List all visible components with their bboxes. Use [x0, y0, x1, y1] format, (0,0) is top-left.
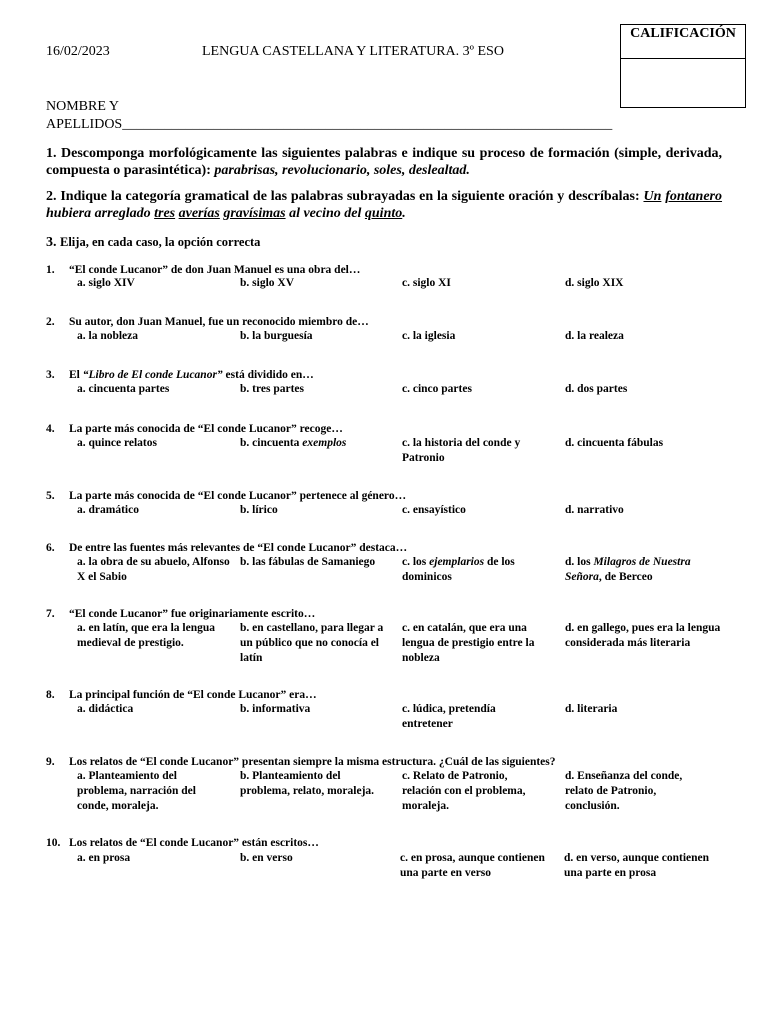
name-label-line1: NOMBRE Y [46, 99, 119, 114]
option-b[interactable]: b. Planteamiento del problema, relato, moraleja. [240, 770, 375, 797]
option-c[interactable]: c. los ejemplarios de los dominicos [402, 556, 515, 583]
item-number: 4. [46, 423, 55, 435]
option-d[interactable]: d. literaria [565, 703, 618, 715]
option-b[interactable]: b. lírico [240, 504, 278, 516]
underlined-word: tres [154, 206, 176, 221]
option-d[interactable]: d. cincuenta fábulas [565, 437, 664, 449]
item-number: 1. [46, 264, 55, 276]
sentence-text: . [402, 206, 406, 221]
item-number: 6. [46, 542, 55, 554]
option-b[interactable]: b. tres partes [240, 383, 304, 395]
item-number: 3. [46, 369, 55, 381]
question-3-text: Elija, en cada caso, la opción correcta [60, 235, 261, 249]
option-b[interactable]: b. las fábulas de Samaniego [240, 556, 376, 568]
name-blank-line: ______________________________________________________________________ [122, 117, 613, 132]
option-a[interactable]: a. cincuenta partes [77, 383, 170, 395]
question-1 [46, 145, 722, 179]
item-number: 5. [46, 490, 55, 502]
item-number: 9. [46, 756, 55, 768]
item-stem: La principal función de “El conde Lucanor” era… [69, 689, 317, 701]
item-number: 2. [46, 316, 55, 328]
option-c[interactable]: c. Relato de Patronio, relación con el problema, moraleja. [402, 770, 526, 812]
option-b[interactable]: b. cincuenta exemplos [240, 437, 347, 449]
option-c[interactable]: c. la iglesia [402, 330, 456, 342]
option-a[interactable]: a. quince relatos [77, 437, 157, 449]
grade-box [620, 24, 746, 108]
exam-subject: LENGUA CASTELLANA Y LITERATURA. 3º ESO [202, 44, 504, 59]
item-stem: La parte más conocida de “El conde Lucanor” pertenece al género… [69, 490, 407, 502]
question-1-text: Descomponga morfológicamente las siguientes palabras e indique su proceso de formación (simple, derivada, compuesta o parasintética): [46, 146, 723, 178]
option-b[interactable]: b. siglo XV [240, 277, 294, 289]
item-stem: La parte más conocida de “El conde Lucanor” recoge… [69, 423, 343, 435]
item-number: 10. [46, 837, 61, 849]
item-stem: “El conde Lucanor” de don Juan Manuel es una obra del… [69, 264, 361, 276]
option-d[interactable]: d. en verso, aunque contienen una parte en prosa [564, 852, 710, 879]
option-c[interactable]: c. ensayístico [402, 504, 466, 516]
option-b[interactable]: b. la burguesía [240, 330, 313, 342]
option-a[interactable]: a. siglo XIV [77, 277, 135, 289]
sentence-text: al vecino del [289, 206, 362, 221]
underlined-word: averías [178, 206, 220, 221]
option-d[interactable]: d. los Milagros de Nuestra Señora, de Berceo [565, 556, 691, 583]
option-b[interactable]: b. informativa [240, 703, 311, 715]
question-2-text: Indique la categoría gramatical de las palabras subrayadas en la siguiente oración y descríbalas: [60, 189, 640, 204]
question-1-number: 1. [46, 146, 57, 161]
option-d[interactable]: d. en gallego, pues era la lengua considerada más literaria [565, 622, 721, 649]
question-3 [46, 235, 260, 251]
option-b[interactable]: b. en verso [240, 852, 293, 864]
option-d[interactable]: d. dos partes [565, 383, 628, 395]
item-stem: De entre las fuentes más relevantes de “El conde Lucanor” destaca… [69, 542, 408, 554]
option-d[interactable]: d. la realeza [565, 330, 624, 342]
question-2-number: 2. [46, 189, 57, 204]
item-stem: Los relatos de “El conde Lucanor” están escritos… [69, 837, 319, 849]
item-stem: “El conde Lucanor” fue originariamente escrito… [69, 608, 316, 620]
option-c[interactable]: c. en catalán, que era una lengua de prestigio entre la nobleza [402, 622, 535, 664]
option-a[interactable]: a. en latín, que era la lengua medieval de prestigio. [77, 622, 216, 649]
question-2 [46, 188, 722, 222]
option-c[interactable]: c. la historia del conde y Patronio [402, 437, 521, 464]
underlined-word: quinto [364, 206, 403, 221]
option-c[interactable]: c. en prosa, aunque contienen una parte en verso [400, 852, 545, 879]
item-number: 8. [46, 689, 55, 701]
underlined-word: fontanero [665, 189, 723, 204]
option-b[interactable]: b. en castellano, para llegar a un público que no conocía el latín [240, 622, 384, 664]
option-a[interactable]: a. en prosa [77, 852, 131, 864]
grade-input-area[interactable] [621, 59, 745, 107]
option-d[interactable]: d. narrativo [565, 504, 624, 516]
option-a[interactable]: a. la nobleza [77, 330, 139, 342]
question-1-words: parabrisas, revolucionario, soles, deslealtad. [214, 163, 470, 178]
item-number: 7. [46, 608, 55, 620]
item-stem: Su autor, don Juan Manuel, fue un reconocido miembro de… [69, 316, 369, 328]
option-d[interactable]: d. Enseñanza del conde, relato de Patronio, conclusión. [565, 770, 683, 812]
option-c[interactable]: c. cinco partes [402, 383, 472, 395]
question-3-number: 3. [46, 235, 57, 250]
grade-label: CALIFICACIÓN [621, 25, 745, 59]
name-field[interactable] [46, 116, 612, 134]
option-a[interactable]: a. didáctica [77, 703, 134, 715]
exam-date: 16/02/2023 [46, 44, 110, 59]
option-a[interactable]: a. Planteamiento del problema, narración del conde, moraleja. [77, 770, 196, 812]
option-d[interactable]: d. siglo XIX [565, 277, 624, 289]
underlined-word: gravísimas [223, 206, 286, 221]
name-label-line2: APELLIDOS [46, 117, 123, 132]
option-a[interactable]: a. dramático [77, 504, 139, 516]
option-a[interactable]: a. la obra de su abuelo, Alfonso X el Sabio [77, 556, 230, 583]
item-stem: El “Libro de El conde Lucanor” está dividido en… [69, 369, 314, 381]
option-c[interactable]: c. lúdica, pretendía entretener [402, 703, 496, 730]
item-stem: Los relatos de “El conde Lucanor” presentan siempre la misma estructura. ¿Cuál de las siguientes? [69, 756, 556, 768]
sentence-text: hubiera arreglado [46, 206, 151, 221]
underlined-word: Un [643, 189, 662, 204]
option-c[interactable]: c. siglo XI [402, 277, 451, 289]
